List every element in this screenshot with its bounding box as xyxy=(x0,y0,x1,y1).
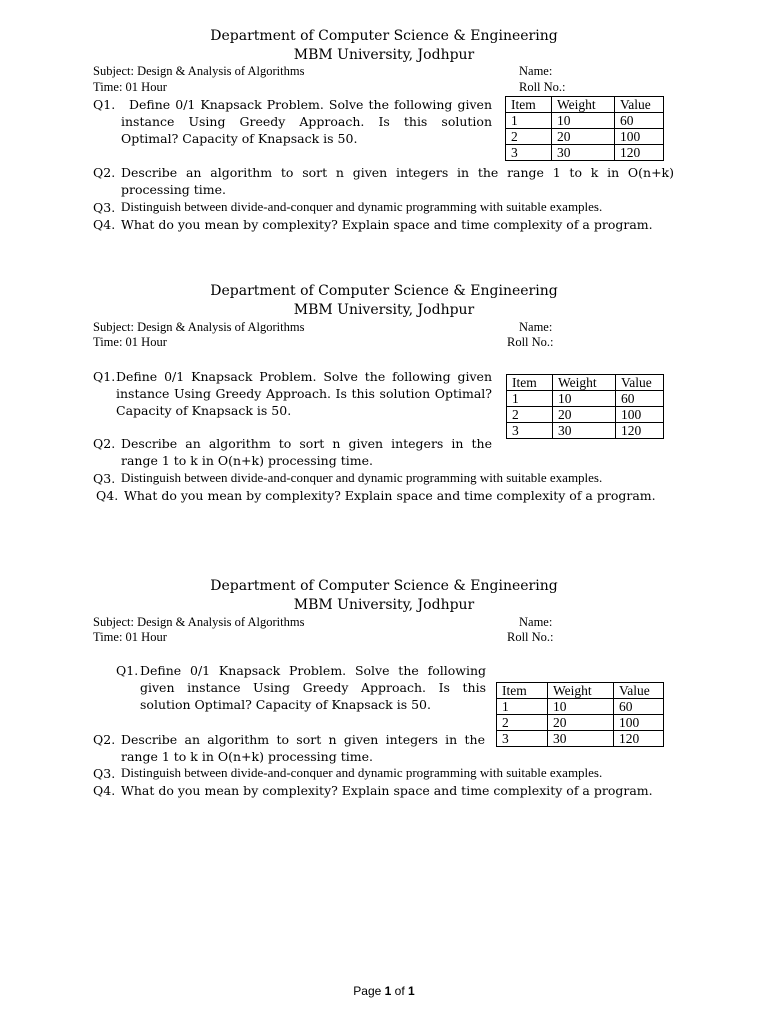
name-label: Name: xyxy=(519,320,553,334)
q1-number: Q1. xyxy=(116,663,139,678)
knapsack-table xyxy=(505,96,664,161)
table-row xyxy=(506,129,664,145)
q1-number: Q1. xyxy=(93,369,116,384)
table-cell: 10 xyxy=(553,391,616,407)
page-footer xyxy=(0,984,768,998)
table-row xyxy=(506,145,664,161)
name-label: Name: xyxy=(519,615,553,629)
table-row xyxy=(497,699,664,715)
department-title: Department of Computer Science & Engineering xyxy=(210,578,558,594)
q2-text: Describe an algorithm to sort n given integers in the range 1 to k in O(n+k) processing time. xyxy=(121,165,674,197)
q1-number: Q1. xyxy=(93,97,116,112)
table-row xyxy=(507,407,664,423)
q4-text: What do you mean by complexity? Explain space and time complexity of a program. xyxy=(121,783,653,798)
table-cell: 100 xyxy=(616,407,664,423)
subject-label: Subject: Design & Analysis of Algorithms xyxy=(93,64,305,78)
table-cell: 1 xyxy=(506,113,552,129)
time-label: Time: 01 Hour xyxy=(93,630,167,644)
table-row xyxy=(507,423,664,439)
table-header-cell: Item xyxy=(497,683,548,699)
q1-text: Define 0/1 Knapsack Problem. Solve the following given instance Using Greedy Approach. Is this solution Optimal? Capacity of Knapsack is 50. xyxy=(140,663,486,712)
table-header-cell: Value xyxy=(616,375,664,391)
page-number: 1 xyxy=(384,984,392,998)
q3-number: Q3. xyxy=(93,471,116,486)
q3-text: Distinguish between divide-and-conquer and dynamic programming with suitable examples. xyxy=(121,199,603,214)
university-title: MBM University, Jodhpur xyxy=(293,302,475,318)
q4-number: Q4. xyxy=(93,783,116,798)
table-cell: 20 xyxy=(553,407,616,423)
table-cell: 1 xyxy=(497,699,548,715)
q3-text: Distinguish between divide-and-conquer and dynamic programming with suitable examples. xyxy=(121,470,603,485)
table-header-row xyxy=(507,375,664,391)
q2-number: Q2. xyxy=(93,436,116,451)
table-cell: 1 xyxy=(507,391,553,407)
roll-label: Roll No.: xyxy=(519,80,566,94)
table-cell: 100 xyxy=(614,715,664,731)
table-cell: 30 xyxy=(548,731,614,747)
university-title: MBM University, Jodhpur xyxy=(293,597,475,613)
table-header-cell: Item xyxy=(507,375,553,391)
table-cell: 100 xyxy=(615,129,664,145)
table-row xyxy=(497,715,664,731)
table-header-cell: Weight xyxy=(548,683,614,699)
university-title: MBM University, Jodhpur xyxy=(293,47,475,63)
table-cell: 2 xyxy=(497,715,548,731)
q3-number: Q3. xyxy=(93,200,116,215)
table-cell: 10 xyxy=(552,113,615,129)
table-cell: 2 xyxy=(507,407,553,423)
page-of: of xyxy=(391,984,409,998)
table-cell: 2 xyxy=(506,129,552,145)
subject-label: Subject: Design & Analysis of Algorithms xyxy=(93,615,305,629)
table-cell: 30 xyxy=(553,423,616,439)
knapsack-table xyxy=(506,374,664,439)
q4-text: What do you mean by complexity? Explain space and time complexity of a program. xyxy=(124,488,656,503)
table-row xyxy=(497,731,664,747)
table-header-cell: Item xyxy=(506,97,552,113)
table-cell: 3 xyxy=(506,145,552,161)
table-header-cell: Weight xyxy=(552,97,615,113)
table-row xyxy=(507,391,664,407)
q2-number: Q2. xyxy=(93,732,116,747)
table-cell: 120 xyxy=(614,731,664,747)
department-title: Department of Computer Science & Engineering xyxy=(210,283,558,299)
table-cell: 20 xyxy=(548,715,614,731)
time-label: Time: 01 Hour xyxy=(93,80,167,94)
table-cell: 10 xyxy=(548,699,614,715)
table-cell: 3 xyxy=(497,731,548,747)
q4-number: Q4. xyxy=(93,217,116,232)
table-cell: 3 xyxy=(507,423,553,439)
q2-text: Describe an algorithm to sort n given integers in the range 1 to k in O(n+k) processing time. xyxy=(121,436,492,468)
q4-text: What do you mean by complexity? Explain space and time complexity of a program. xyxy=(121,217,653,232)
table-header-cell: Weight xyxy=(553,375,616,391)
table-cell: 60 xyxy=(616,391,664,407)
table-row xyxy=(506,113,664,129)
q2-text: Describe an algorithm to sort n given integers in the range 1 to k in O(n+k) processing time. xyxy=(121,732,485,764)
table-header-cell: Value xyxy=(614,683,664,699)
q3-text: Distinguish between divide-and-conquer and dynamic programming with suitable examples. xyxy=(121,765,603,780)
knapsack-table xyxy=(496,682,664,747)
table-cell: 30 xyxy=(552,145,615,161)
table-cell: 120 xyxy=(616,423,664,439)
q1-text: Define 0/1 Knapsack Problem. Solve the following given instance Using Greedy Approach. Is this solution Optimal? Capacity of Knapsack is 50. xyxy=(121,97,492,146)
q1-text: Define 0/1 Knapsack Problem. Solve the following given instance Using Greedy Approach. Is this solution Optimal? Capacity of Knapsack is 50. xyxy=(116,369,492,418)
department-title: Department of Computer Science & Engineering xyxy=(210,28,558,44)
q2-number: Q2. xyxy=(93,165,116,180)
time-label: Time: 01 Hour xyxy=(93,335,167,349)
roll-label: Roll No.: xyxy=(507,630,554,644)
table-cell: 20 xyxy=(552,129,615,145)
page-total: 1 xyxy=(408,984,415,998)
roll-label: Roll No.: xyxy=(507,335,554,349)
name-label: Name: xyxy=(519,64,553,78)
table-header-cell: Value xyxy=(615,97,664,113)
q4-number: Q4. xyxy=(96,488,119,503)
table-cell: 60 xyxy=(615,113,664,129)
table-cell: 120 xyxy=(615,145,664,161)
table-cell: 60 xyxy=(614,699,664,715)
subject-label: Subject: Design & Analysis of Algorithms xyxy=(93,320,305,334)
table-header-row xyxy=(497,683,664,699)
table-header-row xyxy=(506,97,664,113)
q3-number: Q3. xyxy=(93,766,116,781)
page-prefix: Page xyxy=(353,984,385,998)
